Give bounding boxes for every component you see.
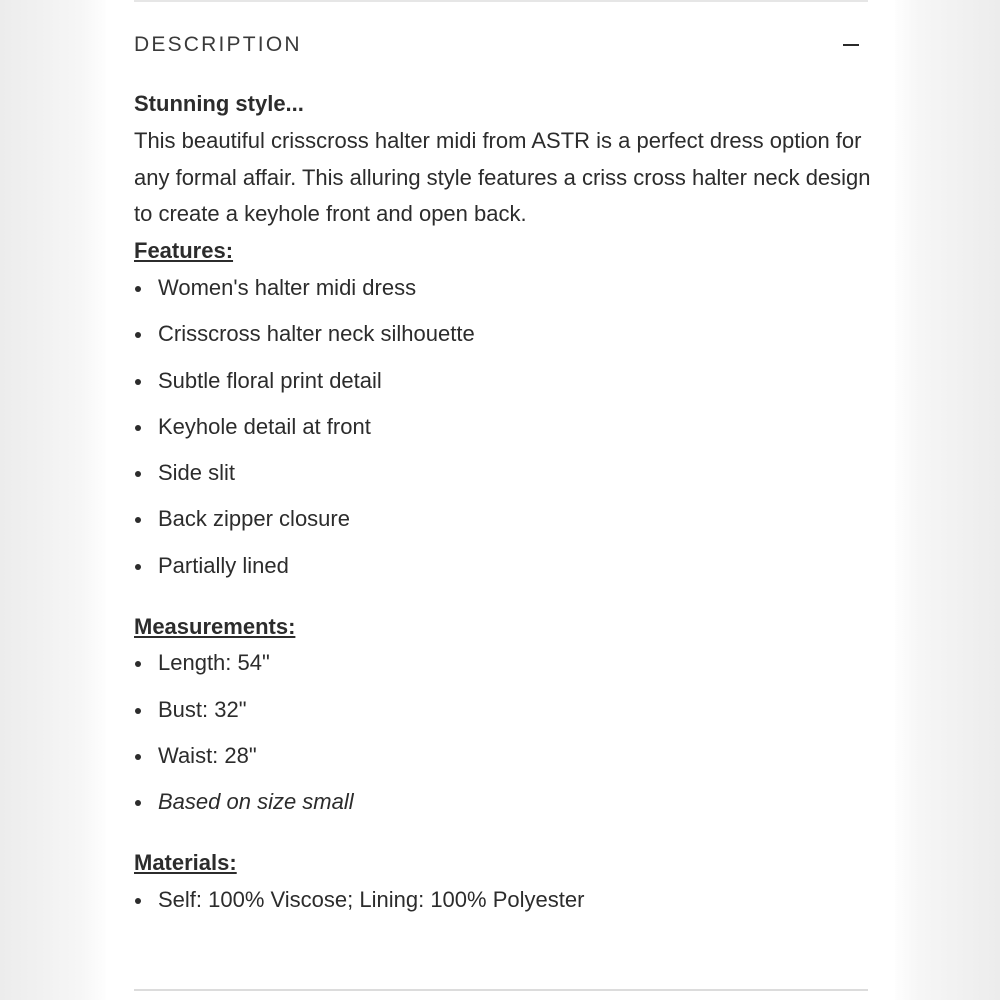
list-item: Crisscross halter neck silhouette bbox=[134, 316, 874, 362]
bottom-divider bbox=[134, 989, 868, 991]
description-body: This beautiful crisscross halter midi from ASTR is a perfect dress option for any formal affair. This alluring style features a criss cross halter neck design to create a keyhole front and open back. bbox=[134, 127, 871, 227]
list-item: Women's halter midi dress bbox=[134, 270, 874, 316]
list-item: Keyhole detail at front bbox=[134, 409, 874, 455]
list-item: Subtle floral print detail bbox=[134, 363, 874, 409]
measurements-heading: Measurements: bbox=[134, 613, 296, 639]
features-list bbox=[134, 270, 874, 585]
list-item: Partially lined bbox=[134, 548, 874, 585]
list-item: Side slit bbox=[134, 455, 874, 501]
list-item: Length: 54" bbox=[134, 645, 874, 691]
accordion-title: DESCRIPTION bbox=[134, 33, 302, 56]
description-content bbox=[134, 86, 874, 919]
description-accordion-header[interactable] bbox=[134, 28, 868, 62]
list-item: Based on size small bbox=[134, 784, 874, 821]
minus-icon[interactable] bbox=[840, 34, 862, 56]
list-item: Waist: 28" bbox=[134, 738, 874, 784]
description-lead: Stunning style... bbox=[134, 91, 304, 116]
measurements-list bbox=[134, 645, 874, 821]
list-item: Back zipper closure bbox=[134, 501, 874, 547]
features-heading: Features: bbox=[134, 238, 234, 264]
materials-list bbox=[134, 882, 874, 919]
top-divider bbox=[134, 0, 868, 2]
list-item: Self: 100% Viscose; Lining: 100% Polyester bbox=[134, 882, 874, 919]
materials-heading: Materials: bbox=[134, 850, 237, 876]
list-item: Bust: 32" bbox=[134, 692, 874, 738]
